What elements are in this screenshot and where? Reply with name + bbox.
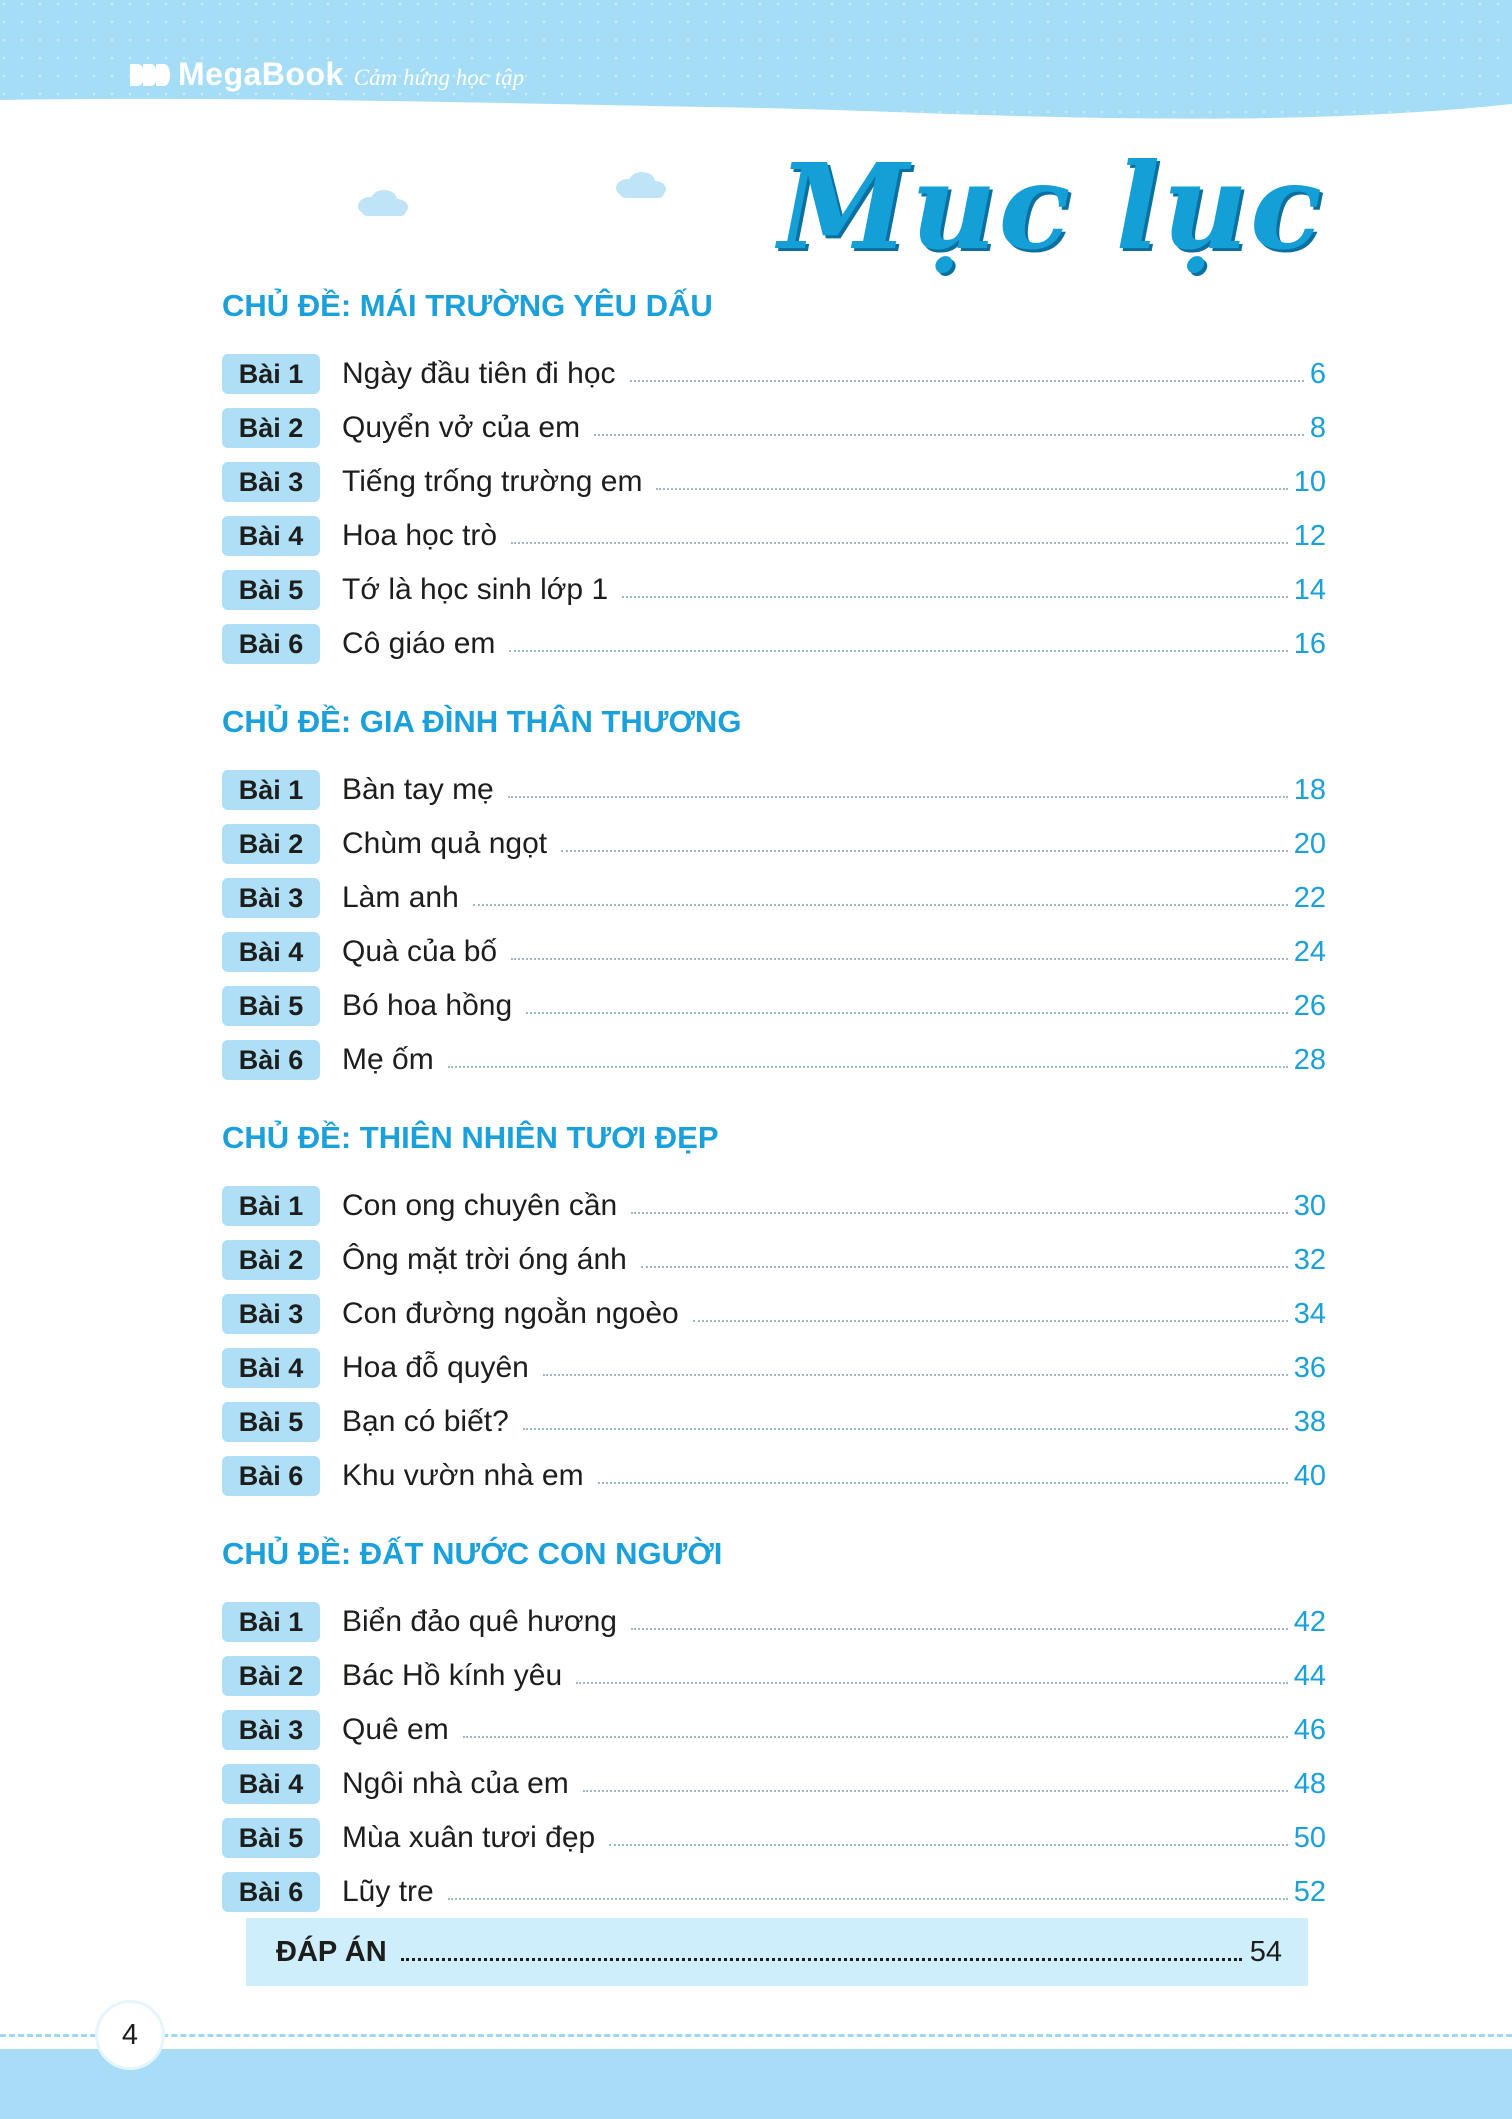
- dot-leader: [509, 650, 1287, 652]
- toc-section: [222, 701, 1326, 1087]
- toc-entry: [222, 347, 1326, 401]
- page-number: 50: [1293, 1821, 1326, 1854]
- dot-leader: [523, 1428, 1288, 1430]
- dot-leader: [508, 796, 1288, 798]
- toc-entry: [222, 455, 1326, 509]
- footer-dashed-line: [0, 2034, 1512, 2037]
- toc-entry: [222, 763, 1326, 817]
- section-heading: CHỦ ĐỀ: MÁI TRƯỜNG YÊU DẤU: [222, 288, 713, 323]
- page-number: 28: [1293, 1043, 1326, 1076]
- dot-leader: [463, 1736, 1288, 1738]
- page-number: 34: [1293, 1297, 1326, 1330]
- lesson-title: Làm anh: [342, 881, 459, 914]
- page-number: 32: [1293, 1243, 1326, 1276]
- lesson-title: Ngôi nhà của em: [342, 1767, 569, 1800]
- dot-leader: [693, 1320, 1288, 1322]
- lesson-badge: Bài 5: [222, 1402, 320, 1442]
- page-number: 16: [1293, 627, 1326, 660]
- brand-tagline: Cảm hứng học tập: [353, 64, 525, 90]
- dot-leader: [561, 850, 1288, 852]
- dot-leader: [511, 958, 1288, 960]
- lesson-badge: Bài 3: [222, 462, 320, 502]
- section-heading: CHỦ ĐỀ: THIÊN NHIÊN TƯƠI ĐẸP: [222, 1120, 719, 1155]
- answers-page-number: 54: [1249, 1935, 1282, 1968]
- lesson-title: Quê em: [342, 1713, 449, 1746]
- lesson-title: Bó hoa hồng: [342, 989, 513, 1022]
- lesson-title: Mùa xuân tươi đẹp: [342, 1821, 596, 1854]
- lesson-badge: Bài 2: [222, 1240, 320, 1280]
- section-heading: CHỦ ĐỀ: GIA ĐÌNH THÂN THƯƠNG: [222, 704, 742, 739]
- page-number: 10: [1293, 465, 1326, 498]
- lesson-title: Tớ là học sinh lớp 1: [342, 573, 609, 606]
- toc-entry: [222, 1757, 1326, 1811]
- page-number: 20: [1293, 827, 1326, 860]
- toc-entry: [222, 617, 1326, 671]
- page-number: 22: [1293, 881, 1326, 914]
- lesson-badge: Bài 1: [222, 1602, 320, 1642]
- dot-leader: [631, 1628, 1288, 1630]
- lesson-badge: Bài 1: [222, 354, 320, 394]
- toc-entry: [222, 925, 1326, 979]
- page-number: 24: [1293, 935, 1326, 968]
- dot-leader: [576, 1682, 1288, 1684]
- toc-entry: [222, 1233, 1326, 1287]
- lesson-title: Con đường ngoằn ngoèo: [342, 1297, 679, 1330]
- page-number: 30: [1293, 1189, 1326, 1222]
- page-number: 44: [1293, 1659, 1326, 1692]
- cloud-icon: [610, 170, 670, 200]
- page-number: 36: [1293, 1351, 1326, 1384]
- lesson-badge: Bài 6: [222, 624, 320, 664]
- dot-leader: [594, 434, 1304, 436]
- lesson-badge: Bài 4: [222, 1348, 320, 1388]
- dot-leader: [656, 488, 1287, 490]
- page-number: 14: [1293, 573, 1326, 606]
- lesson-badge: Bài 2: [222, 1656, 320, 1696]
- lesson-badge: Bài 4: [222, 1764, 320, 1804]
- page-number: 12: [1293, 519, 1326, 552]
- toc-entry: [222, 563, 1326, 617]
- page-number: 26: [1293, 989, 1326, 1022]
- dot-leader: [598, 1482, 1288, 1484]
- table-of-contents: [222, 285, 1326, 1919]
- lesson-badge: Bài 3: [222, 878, 320, 918]
- lesson-title: Cô giáo em: [342, 627, 496, 660]
- dot-leader: [448, 1898, 1288, 1900]
- lesson-title: Tiếng trống trường em: [342, 465, 643, 498]
- page-number: 42: [1293, 1605, 1326, 1638]
- dot-leader: [511, 542, 1288, 544]
- lesson-badge: Bài 4: [222, 516, 320, 556]
- page-number: 18: [1293, 773, 1326, 806]
- lesson-badge: Bài 1: [222, 770, 320, 810]
- dot-leader: [630, 380, 1304, 382]
- lesson-title: Bác Hồ kính yêu: [342, 1659, 563, 1692]
- dot-leader: [448, 1066, 1288, 1068]
- page-number: 8: [1309, 411, 1326, 444]
- lesson-badge: Bài 2: [222, 824, 320, 864]
- page-number-badge: 4: [98, 2003, 162, 2067]
- toc-section: [222, 1533, 1326, 1919]
- toc-entry: [222, 1449, 1326, 1503]
- lesson-badge: Bài 6: [222, 1040, 320, 1080]
- toc-entry: [222, 1395, 1326, 1449]
- toc-entry: [222, 1649, 1326, 1703]
- toc-entry: [222, 1287, 1326, 1341]
- lesson-badge: Bài 3: [222, 1710, 320, 1750]
- toc-entry: [222, 871, 1326, 925]
- cloud-icon: [352, 188, 412, 218]
- dot-leader: [583, 1790, 1288, 1792]
- lesson-title: Con ong chuyên cần: [342, 1189, 618, 1222]
- brand: [128, 56, 524, 93]
- lesson-title: Bàn tay mẹ: [342, 773, 494, 806]
- brand-name: MegaBook: [178, 56, 344, 92]
- page-number: 48: [1293, 1767, 1326, 1800]
- dot-leader: [631, 1212, 1288, 1214]
- toc-entry: [222, 509, 1326, 563]
- lesson-badge: Bài 5: [222, 1818, 320, 1858]
- toc-entry: [222, 1595, 1326, 1649]
- lesson-badge: Bài 6: [222, 1456, 320, 1496]
- page-title: Mục lục: [778, 137, 1324, 276]
- lesson-title: Lũy tre: [342, 1875, 434, 1908]
- toc-entry: [222, 1811, 1326, 1865]
- toc-entry: [222, 817, 1326, 871]
- page-number: 40: [1293, 1459, 1326, 1492]
- dot-leader: [401, 1958, 1242, 1961]
- dot-leader: [526, 1012, 1288, 1014]
- dot-leader: [473, 904, 1288, 906]
- dot-leader: [622, 596, 1288, 598]
- answers-entry: [246, 1918, 1308, 1986]
- lesson-badge: Bài 5: [222, 986, 320, 1026]
- toc-entry: [222, 1033, 1326, 1087]
- lesson-title: Hoa đỗ quyên: [342, 1351, 529, 1384]
- toc-section: [222, 1117, 1326, 1503]
- page-number: 38: [1293, 1405, 1326, 1438]
- toc-entry: [222, 1865, 1326, 1919]
- toc-section: [222, 285, 1326, 671]
- lesson-title: Mẹ ốm: [342, 1043, 434, 1076]
- lesson-badge: Bài 5: [222, 570, 320, 610]
- lesson-title: Bạn có biết?: [342, 1405, 509, 1438]
- lesson-title: Chùm quả ngọt: [342, 827, 548, 860]
- lesson-badge: Bài 1: [222, 1186, 320, 1226]
- lesson-title: Ông mặt trời óng ánh: [342, 1243, 627, 1276]
- lesson-title: Quà của bố: [342, 935, 498, 968]
- lesson-badge: Bài 2: [222, 408, 320, 448]
- lesson-title: Quyển vở của em: [342, 411, 581, 444]
- toc-entry: [222, 979, 1326, 1033]
- dot-leader: [543, 1374, 1288, 1376]
- page-number: 6: [1309, 357, 1326, 390]
- lesson-badge: Bài 3: [222, 1294, 320, 1334]
- page-number: 52: [1293, 1875, 1326, 1908]
- lesson-badge: Bài 4: [222, 932, 320, 972]
- dot-leader: [609, 1844, 1288, 1846]
- megabook-logo-icon: [128, 60, 172, 90]
- lesson-badge: Bài 6: [222, 1872, 320, 1912]
- page-number: 46: [1293, 1713, 1326, 1746]
- lesson-title: Khu vườn nhà em: [342, 1459, 584, 1492]
- section-heading: CHỦ ĐỀ: ĐẤT NƯỚC CON NGƯỜI: [222, 1536, 723, 1571]
- answers-label: ĐÁP ÁN: [276, 1935, 387, 1968]
- toc-entry: [222, 1179, 1326, 1233]
- dot-leader: [641, 1266, 1288, 1268]
- toc-entry: [222, 1341, 1326, 1395]
- lesson-title: Ngày đầu tiên đi học: [342, 357, 616, 390]
- toc-entry: [222, 401, 1326, 455]
- lesson-title: Hoa học trò: [342, 519, 498, 552]
- footer-band: [0, 2049, 1512, 2119]
- toc-entry: [222, 1703, 1326, 1757]
- lesson-title: Biển đảo quê hương: [342, 1605, 617, 1638]
